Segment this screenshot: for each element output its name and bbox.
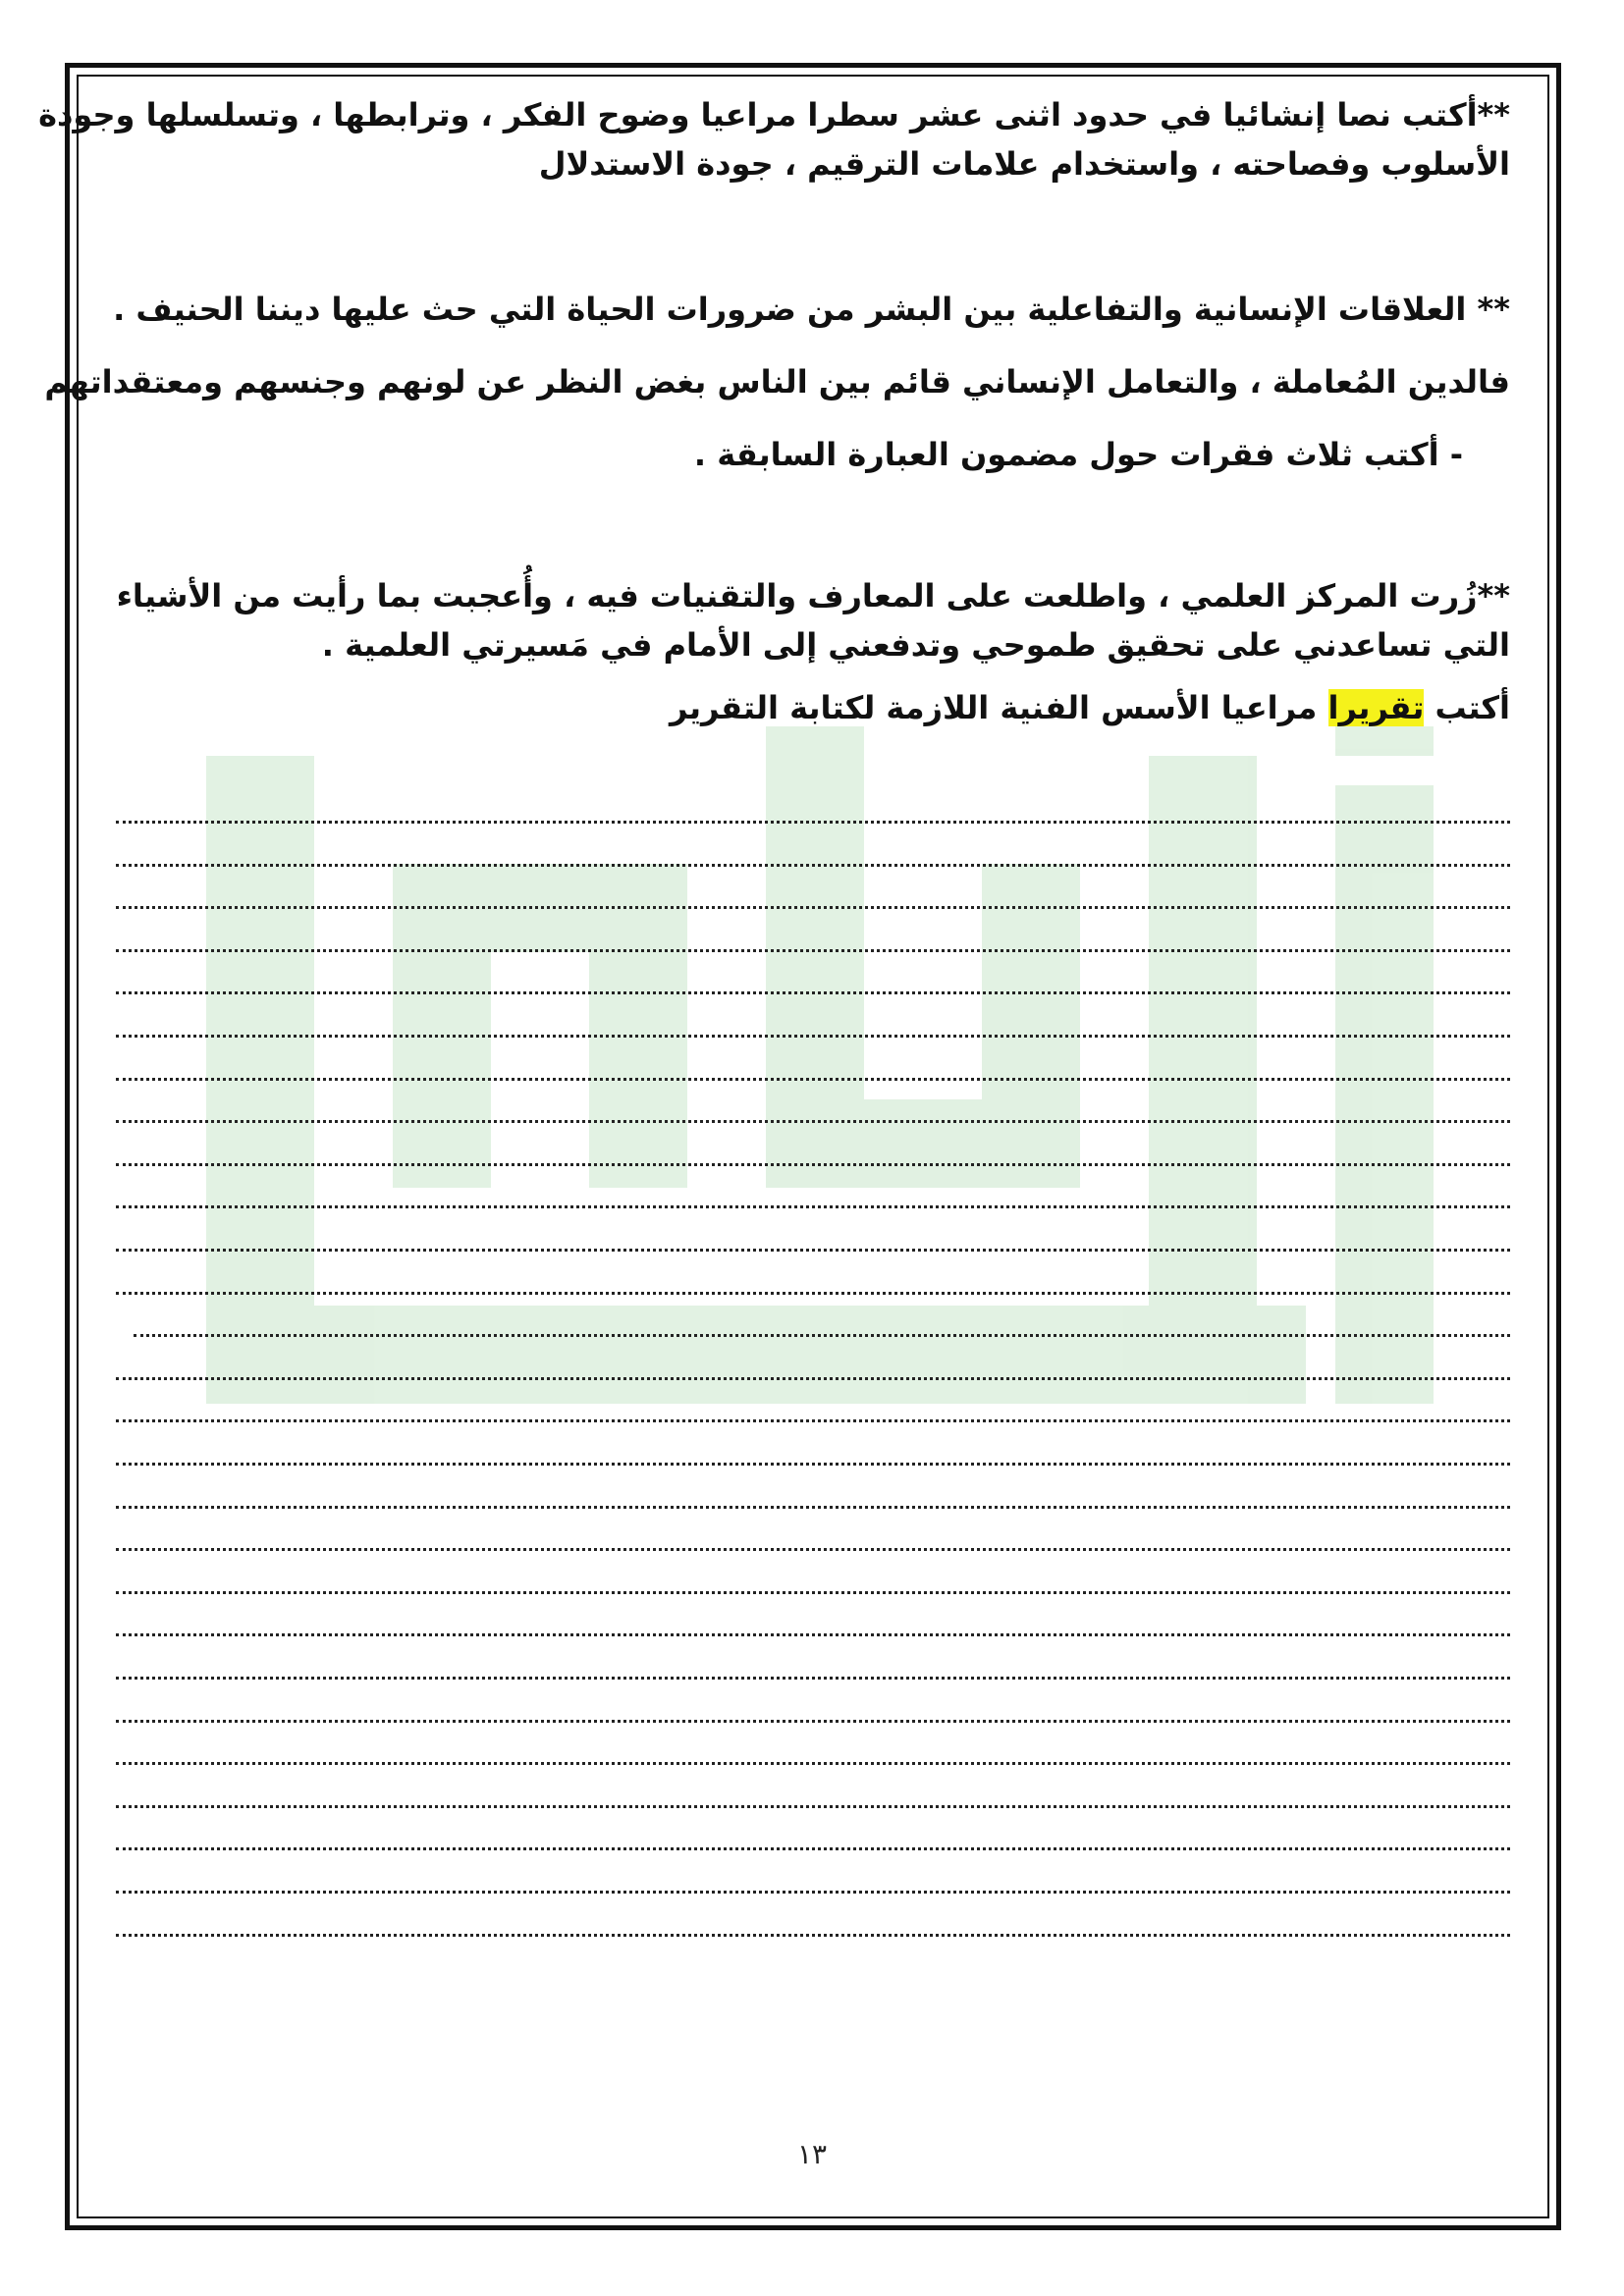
answer-line[interactable] <box>116 1528 1510 1551</box>
prompt-2 <box>44 273 1510 491</box>
prompt-3-task-prefix: أكتب <box>1435 689 1510 726</box>
prompt-3-task <box>116 683 1510 732</box>
prompt-3-line-2: التي تساعدني على تحقيق طموحي وتدفعني إلى الأمام في مَسيرتي العلمية . <box>321 626 1510 664</box>
answer-line[interactable] <box>116 1786 1510 1808</box>
answer-line[interactable] <box>116 1742 1510 1765</box>
answer-line[interactable] <box>116 844 1510 867</box>
answer-line[interactable] <box>116 1400 1510 1422</box>
prompt-2-line-2: فالدين المُعاملة ، والتعامل الإنساني قائم بين الناس بغض النظر عن لونهم وجنسهم ومعتقداتهم <box>44 363 1510 400</box>
prompt-1-line-1: **أكتب نصا إنشائيا في حدود اثنى عشر سطرا مراعيا وضوح الفكر ، وترابطها ، وتسلسلها وجودة <box>38 96 1510 133</box>
prompt-1 <box>38 90 1510 188</box>
answer-line[interactable] <box>116 1572 1510 1594</box>
prompt-2-task: - أكتب ثلاث فقرات حول مضمون العبارة السابقة . <box>693 436 1463 473</box>
answer-line[interactable] <box>116 1229 1510 1252</box>
answer-line[interactable] <box>116 1828 1510 1850</box>
answer-line[interactable] <box>116 1700 1510 1723</box>
prompt-3-line-1: **زُرت المركز العلمي ، واطلعت على المعارف والتقنيات فيه ، وأُعجبت بما رأيت من الأشياء <box>116 577 1510 614</box>
answer-line[interactable] <box>116 1015 1510 1038</box>
answer-line[interactable] <box>116 972 1510 994</box>
answer-line[interactable] <box>116 1186 1510 1208</box>
prompt-2-line-1: ** العلاقات الإنسانية والتفاعلية بين البشر من ضرورات الحياة التي حث عليها ديننا الحنيف . <box>113 291 1510 328</box>
answer-line[interactable] <box>134 1314 1510 1337</box>
answer-line[interactable] <box>116 1871 1510 1894</box>
answer-line[interactable] <box>116 1914 1510 1937</box>
answer-line[interactable] <box>116 1272 1510 1295</box>
page-number: ١٣ <box>796 2138 828 2170</box>
answer-line[interactable] <box>116 886 1510 909</box>
prompt-3-task-suffix: مراعيا الأسس الفنية اللازمة لكتابة التقرير <box>670 689 1318 726</box>
answer-line[interactable] <box>116 801 1510 824</box>
answer-line[interactable] <box>116 1486 1510 1509</box>
answer-line[interactable] <box>116 1144 1510 1166</box>
answer-line[interactable] <box>116 1100 1510 1123</box>
answer-line[interactable] <box>116 1358 1510 1380</box>
answer-line[interactable] <box>116 930 1510 952</box>
prompt-1-line-2: الأسلوب وفصاحته ، واستخدام علامات الترقيم ، جودة الاستدلال <box>538 145 1510 183</box>
answer-lines[interactable] <box>116 801 1510 1959</box>
prompt-3 <box>116 571 1510 732</box>
answer-line[interactable] <box>116 1443 1510 1466</box>
answer-line[interactable] <box>116 1058 1510 1081</box>
answer-line[interactable] <box>116 1614 1510 1636</box>
answer-line[interactable] <box>116 1657 1510 1680</box>
prompt-3-task-highlight: تقريرا <box>1327 689 1425 726</box>
